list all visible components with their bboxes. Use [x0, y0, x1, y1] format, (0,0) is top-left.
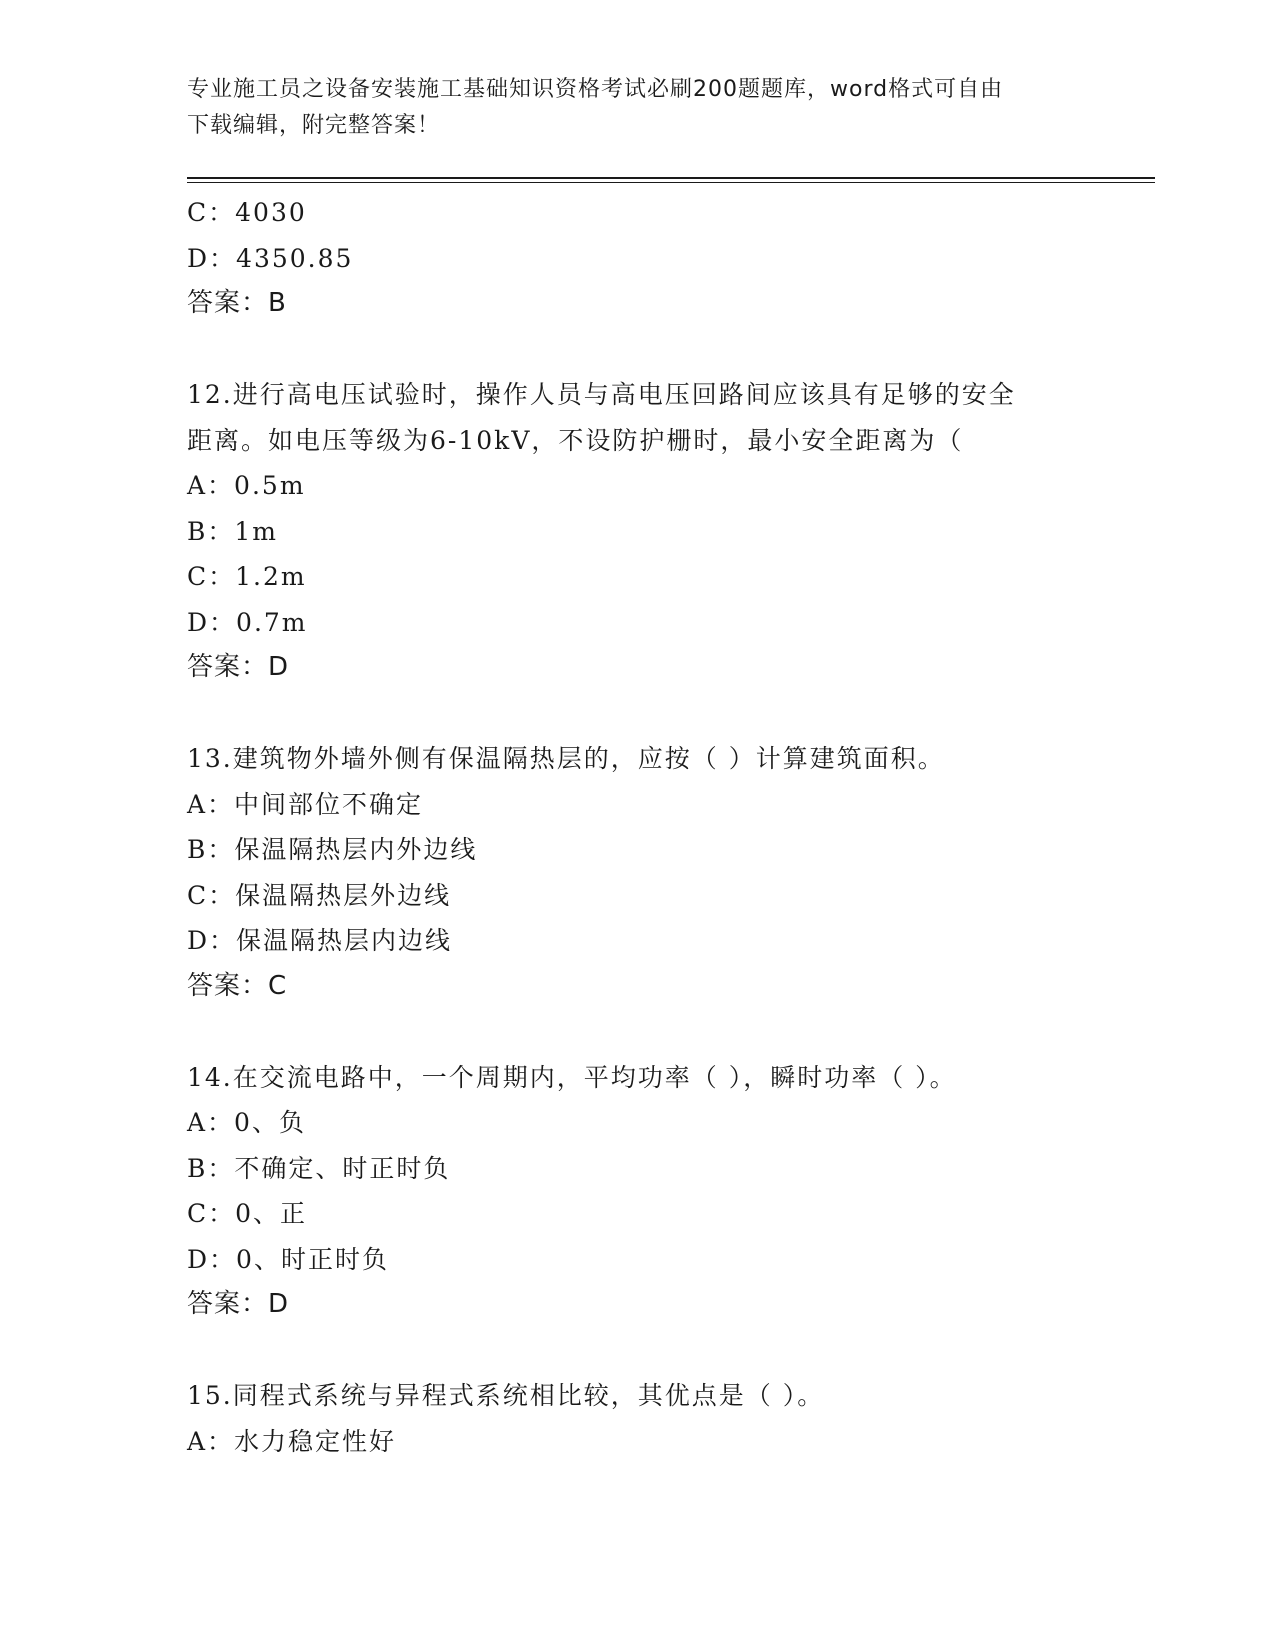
- document-header: [187, 72, 1087, 144]
- question-stem-line-1: 12.进行高电压试验时，操作人员与高电压回路间应该具有足够的安全: [187, 380, 1016, 409]
- question-stem: 14.在交流电路中，一个周期内，平均功率（ ），瞬时功率（ ）。: [187, 1062, 957, 1092]
- question-14: [187, 1055, 1087, 1328]
- answer-label: 答案：B: [187, 288, 287, 318]
- option-d: D：4350.85: [187, 243, 354, 273]
- spacer: [187, 1328, 1087, 1374]
- header-divider-thin: [187, 182, 1155, 183]
- option-c: C：4030: [187, 198, 307, 227]
- spacer: [187, 1009, 1087, 1055]
- question-11: [187, 190, 1087, 327]
- question-stem-line-2: 距离。如电压等级为6-10kV，不设防护栅时，最小安全距离为（: [187, 425, 964, 455]
- option-a: A：水力稳定性好: [187, 1426, 397, 1456]
- option-c: C：保温隔热层外边线: [187, 880, 452, 910]
- option-b: B：1m: [187, 516, 278, 546]
- answer-label: 答案：D: [187, 652, 290, 682]
- option-d: D：0.7m: [187, 607, 308, 637]
- spacer: [187, 691, 1087, 737]
- option-b: B：不确定、时正时负: [187, 1153, 451, 1183]
- option-d: D：0、时正时负: [187, 1244, 389, 1274]
- header-title-line-1: 专业施工员之设备安装施工基础知识资格考试必刷200题题库，word格式可自由: [187, 77, 1004, 102]
- question-content: [187, 190, 1087, 1464]
- header-title-line-2: 下载编辑，附完整答案！: [187, 113, 441, 138]
- answer-label: 答案：D: [187, 1289, 290, 1319]
- header-divider-thick: [187, 177, 1155, 179]
- question-stem: 13.建筑物外墙外侧有保温隔热层的，应按（ ）计算建筑面积。: [187, 744, 945, 773]
- spacer: [187, 327, 1087, 373]
- question-13: [187, 736, 1087, 1009]
- option-a: A：中间部位不确定: [187, 789, 424, 819]
- question-stem: 15.同程式系统与异程式系统相比较，其优点是（ ）。: [187, 1381, 825, 1410]
- option-a: A：0、负: [187, 1108, 306, 1137]
- question-12: [187, 372, 1087, 691]
- option-a: A：0.5m: [187, 471, 306, 500]
- answer-label: 答案：C: [187, 970, 288, 1001]
- question-15: [187, 1373, 1087, 1464]
- option-c: C：1.2m: [187, 562, 307, 591]
- option-d: D：保温隔热层内边线: [187, 926, 453, 955]
- option-b: B：保温隔热层内外边线: [187, 835, 478, 864]
- option-c: C：0、正: [187, 1199, 308, 1228]
